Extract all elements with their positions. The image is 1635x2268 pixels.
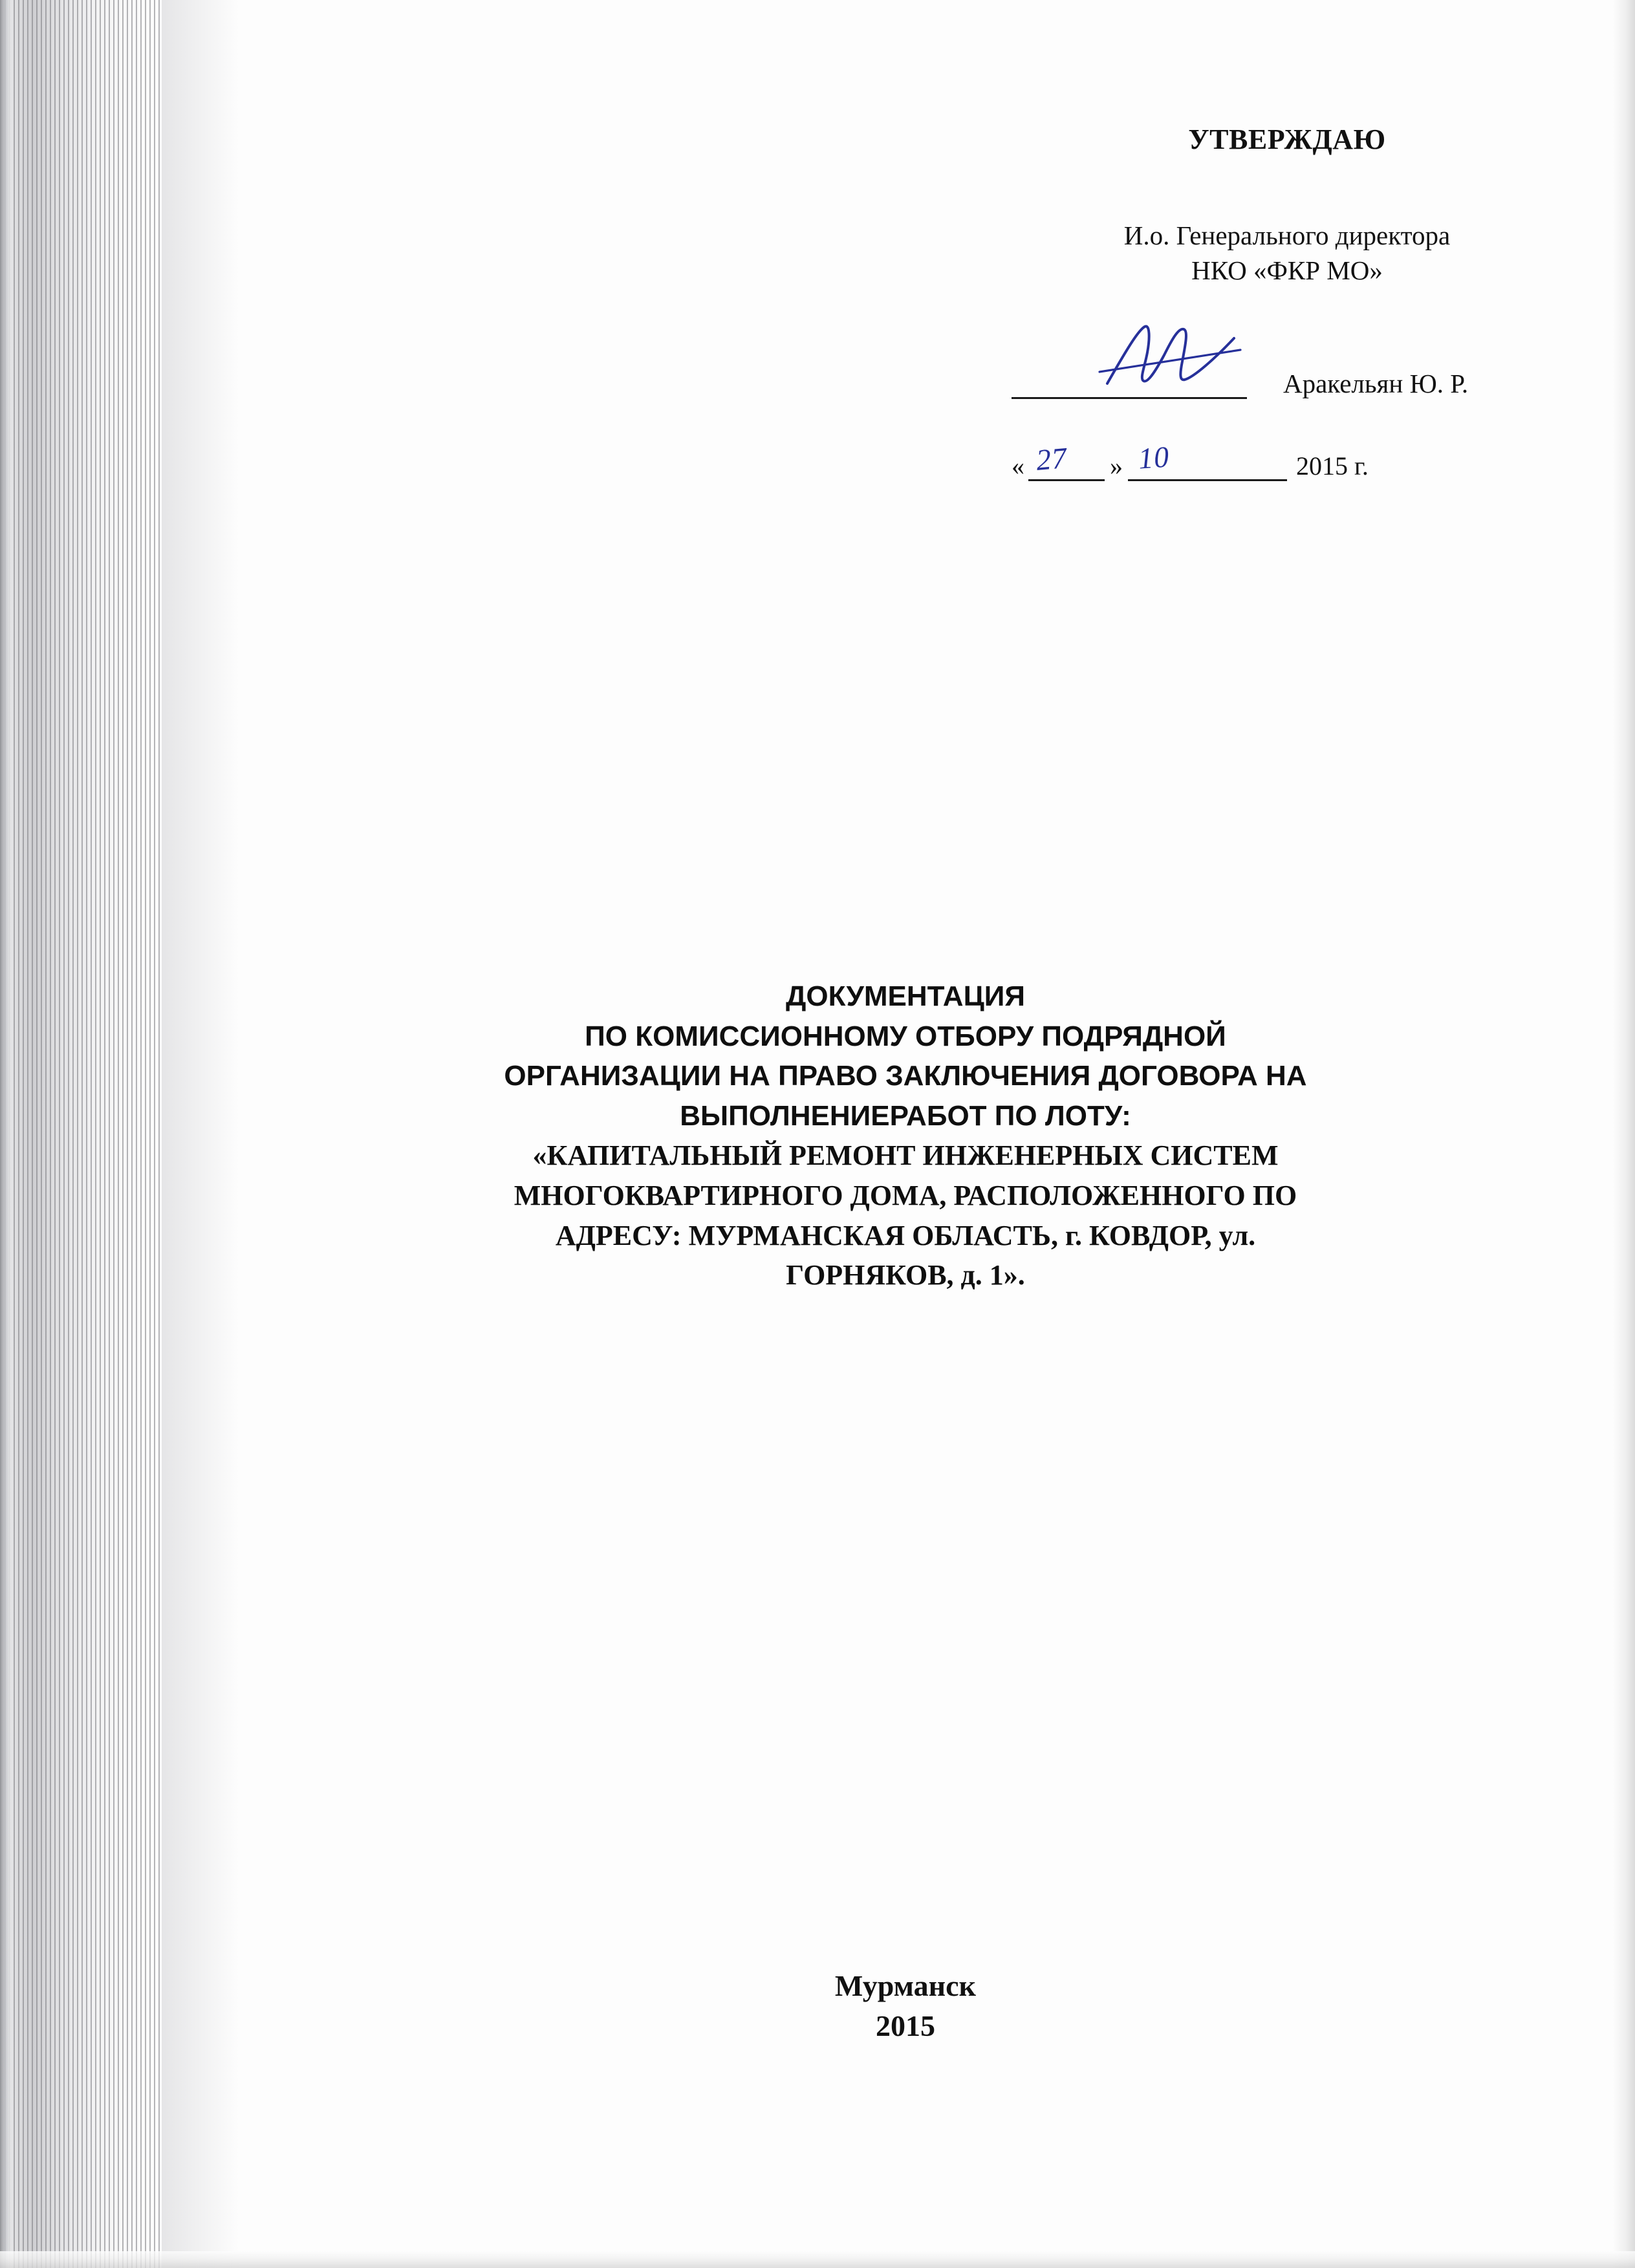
title-line: МНОГОКВАРТИРНОГО ДОМА, РАСПОЛОЖЕННОГО ПО	[514, 1179, 1297, 1211]
title-line: ОРГАНИЗАЦИИ НА ПРАВО ЗАКЛЮЧЕНИЯ ДОГОВОРА НА	[504, 1060, 1307, 1092]
document-title	[375, 977, 1436, 1295]
title-line: ПО КОМИССИОННОМУ ОТБОРУ ПОДРЯДНОЙ	[585, 1020, 1226, 1052]
approval-block	[1002, 123, 1572, 481]
title-line: «КАПИТАЛЬНЫЙ РЕМОНТ ИНЖЕНЕРНЫХ СИСТЕМ	[532, 1139, 1279, 1172]
title-line: ВЫПОЛНЕНИЕРАБОТ ПО ЛОТУ:	[680, 1099, 1131, 1132]
date-year-label: 2015 г.	[1296, 451, 1369, 481]
document-footer	[375, 1966, 1436, 2046]
signer-name: Аракельян Ю. Р.	[1283, 369, 1469, 399]
approval-heading: УТВЕРЖДАЮ	[1188, 124, 1386, 155]
date-quote-close: »	[1110, 451, 1123, 481]
approval-role-line-1: И.о. Генерального директора	[1123, 221, 1451, 250]
date-month-handwritten: 10	[1137, 440, 1171, 475]
footer-year: 2015	[876, 2009, 935, 2043]
date-quote-open: «	[1012, 451, 1024, 481]
signature-row	[1012, 359, 1572, 399]
approval-role-line-2: НКО «ФКР МО»	[1191, 255, 1383, 286]
approval-role	[1002, 218, 1572, 288]
document-content	[162, 0, 1635, 2268]
scan-binding-shadow	[0, 0, 162, 2268]
approval-date-row	[1012, 440, 1572, 481]
title-line: АДРЕСУ: МУРМАНСКАЯ ОБЛАСТЬ, г. КОВДОР, ул.	[555, 1219, 1256, 1251]
signature-line	[1012, 362, 1247, 399]
footer-city: Мурманск	[834, 1969, 977, 2002]
date-day-handwritten: 27	[1034, 441, 1069, 477]
title-line: ДОКУМЕНТАЦИЯ	[786, 980, 1025, 1012]
title-line: ГОРНЯКОВ, д. 1».	[786, 1259, 1025, 1291]
